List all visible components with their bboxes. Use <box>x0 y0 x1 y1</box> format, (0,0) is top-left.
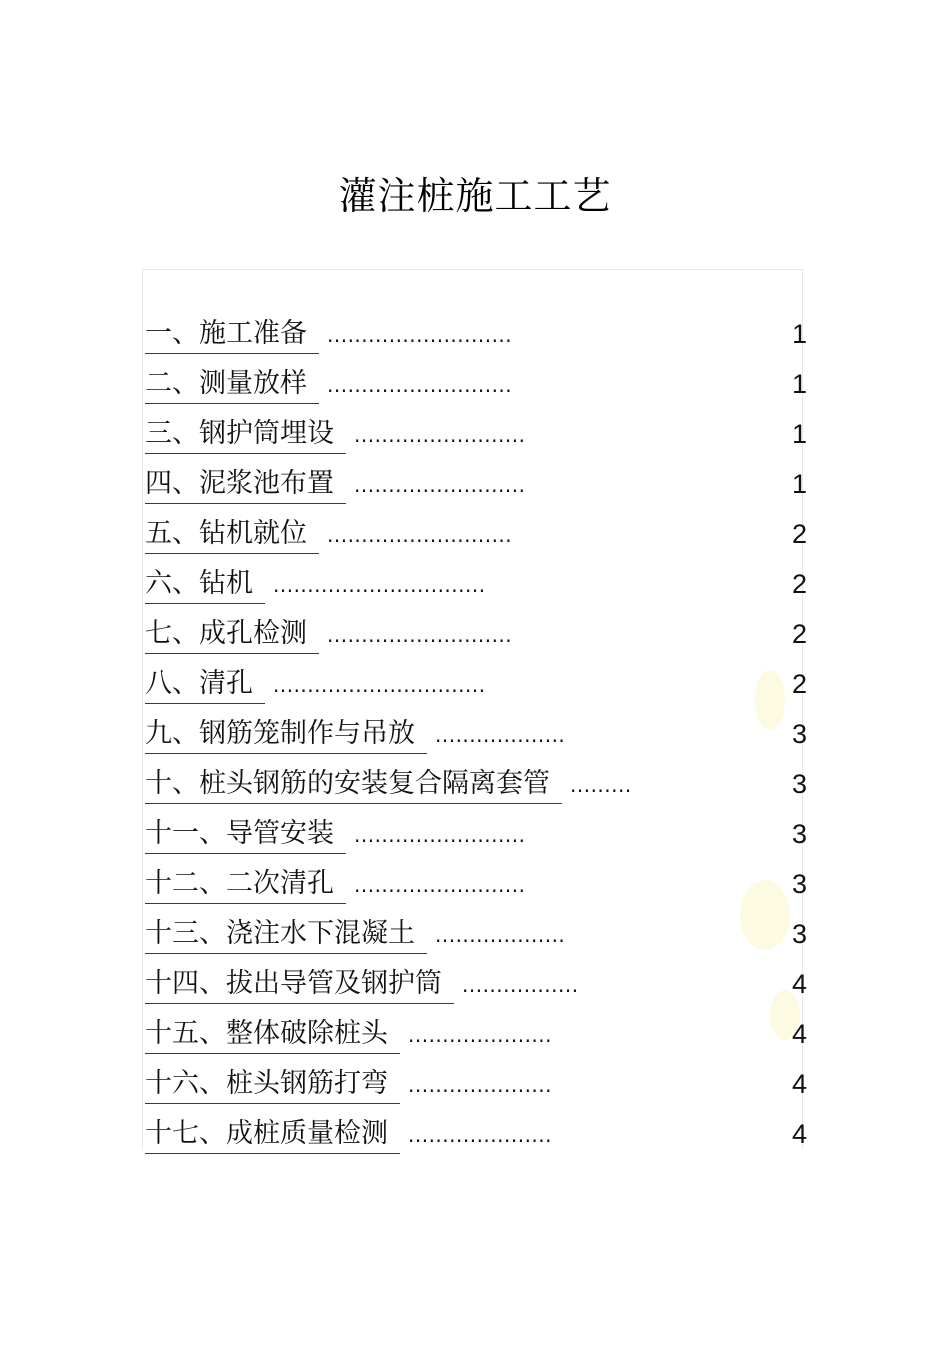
toc-link-4[interactable]: 四、泥浆池布置 <box>145 465 346 504</box>
toc-leader: ..................... <box>408 1023 553 1047</box>
toc-page-number: 3 <box>791 869 807 899</box>
toc-link-1[interactable]: 一、施工准备 <box>145 315 319 354</box>
toc-link-11[interactable]: 十一、导管安装 <box>145 815 346 854</box>
toc-entry <box>145 462 807 512</box>
toc-page-number: 2 <box>791 669 807 699</box>
toc-leader: ........................... <box>327 623 513 647</box>
toc-entry <box>145 1062 807 1112</box>
table-of-contents <box>145 312 807 1162</box>
toc-link-8[interactable]: 八、清孔 <box>145 665 265 704</box>
toc-entry <box>145 812 807 862</box>
document-title: 灌注桩施工工艺 <box>338 174 612 218</box>
toc-link-16[interactable]: 十六、桩头钢筋打弯 <box>145 1065 400 1104</box>
toc-page-number: 4 <box>791 1019 807 1049</box>
toc-page-number: 3 <box>791 919 807 949</box>
toc-page-number: 3 <box>791 769 807 799</box>
toc-entry <box>145 612 807 662</box>
toc-leader: ......................... <box>354 823 526 847</box>
toc-page-number: 4 <box>791 1069 807 1099</box>
toc-leader: ........................... <box>327 323 513 347</box>
toc-link-15[interactable]: 十五、整体破除桩头 <box>145 1015 400 1054</box>
toc-page-number: 2 <box>791 619 807 649</box>
toc-entry <box>145 1012 807 1062</box>
toc-leader: ................... <box>435 723 566 747</box>
toc-page-number: 1 <box>791 469 807 499</box>
toc-entry <box>145 512 807 562</box>
toc-leader: ................. <box>462 973 579 997</box>
toc-page-number: 1 <box>791 319 807 349</box>
toc-link-5[interactable]: 五、钻机就位 <box>145 515 319 554</box>
toc-page-number: 4 <box>791 1119 807 1149</box>
toc-link-13[interactable]: 十三、浇注水下混凝土 <box>145 915 427 954</box>
toc-link-2[interactable]: 二、测量放样 <box>145 365 319 404</box>
toc-leader: ......... <box>570 773 632 797</box>
toc-entry <box>145 1112 807 1162</box>
toc-entry <box>145 312 807 362</box>
toc-entry <box>145 962 807 1012</box>
toc-page-number: 1 <box>791 419 807 449</box>
toc-entry <box>145 912 807 962</box>
toc-entry <box>145 662 807 712</box>
toc-page-number: 3 <box>791 719 807 749</box>
toc-page-number: 2 <box>791 569 807 599</box>
toc-link-17[interactable]: 十七、成桩质量检测 <box>145 1115 400 1154</box>
toc-leader: ............................... <box>273 673 486 697</box>
toc-link-3[interactable]: 三、钢护筒埋设 <box>145 415 346 454</box>
toc-leader: ............................... <box>273 573 486 597</box>
toc-link-9[interactable]: 九、钢筋笼制作与吊放 <box>145 715 427 754</box>
toc-page-number: 3 <box>791 819 807 849</box>
toc-page-number: 2 <box>791 519 807 549</box>
toc-leader: ..................... <box>408 1123 553 1147</box>
toc-entry <box>145 862 807 912</box>
toc-link-6[interactable]: 六、钻机 <box>145 565 265 604</box>
toc-entry <box>145 762 807 812</box>
toc-link-12[interactable]: 十二、二次清孔 <box>145 865 346 904</box>
toc-link-10[interactable]: 十、桩头钢筋的安装复合隔离套管 <box>145 765 562 804</box>
toc-leader: ......................... <box>354 423 526 447</box>
toc-leader: ................... <box>435 923 566 947</box>
toc-leader: ........................... <box>327 373 513 397</box>
toc-page-number: 4 <box>791 969 807 999</box>
toc-leader: ..................... <box>408 1073 553 1097</box>
toc-entry <box>145 562 807 612</box>
toc-link-14[interactable]: 十四、拔出导管及钢护筒 <box>145 965 454 1004</box>
toc-entry <box>145 712 807 762</box>
toc-page-number: 1 <box>791 369 807 399</box>
toc-leader: ......................... <box>354 473 526 497</box>
toc-entry <box>145 362 807 412</box>
toc-entry <box>145 412 807 462</box>
toc-leader: ........................... <box>327 523 513 547</box>
toc-leader: ......................... <box>354 873 526 897</box>
toc-link-7[interactable]: 七、成孔检测 <box>145 615 319 654</box>
